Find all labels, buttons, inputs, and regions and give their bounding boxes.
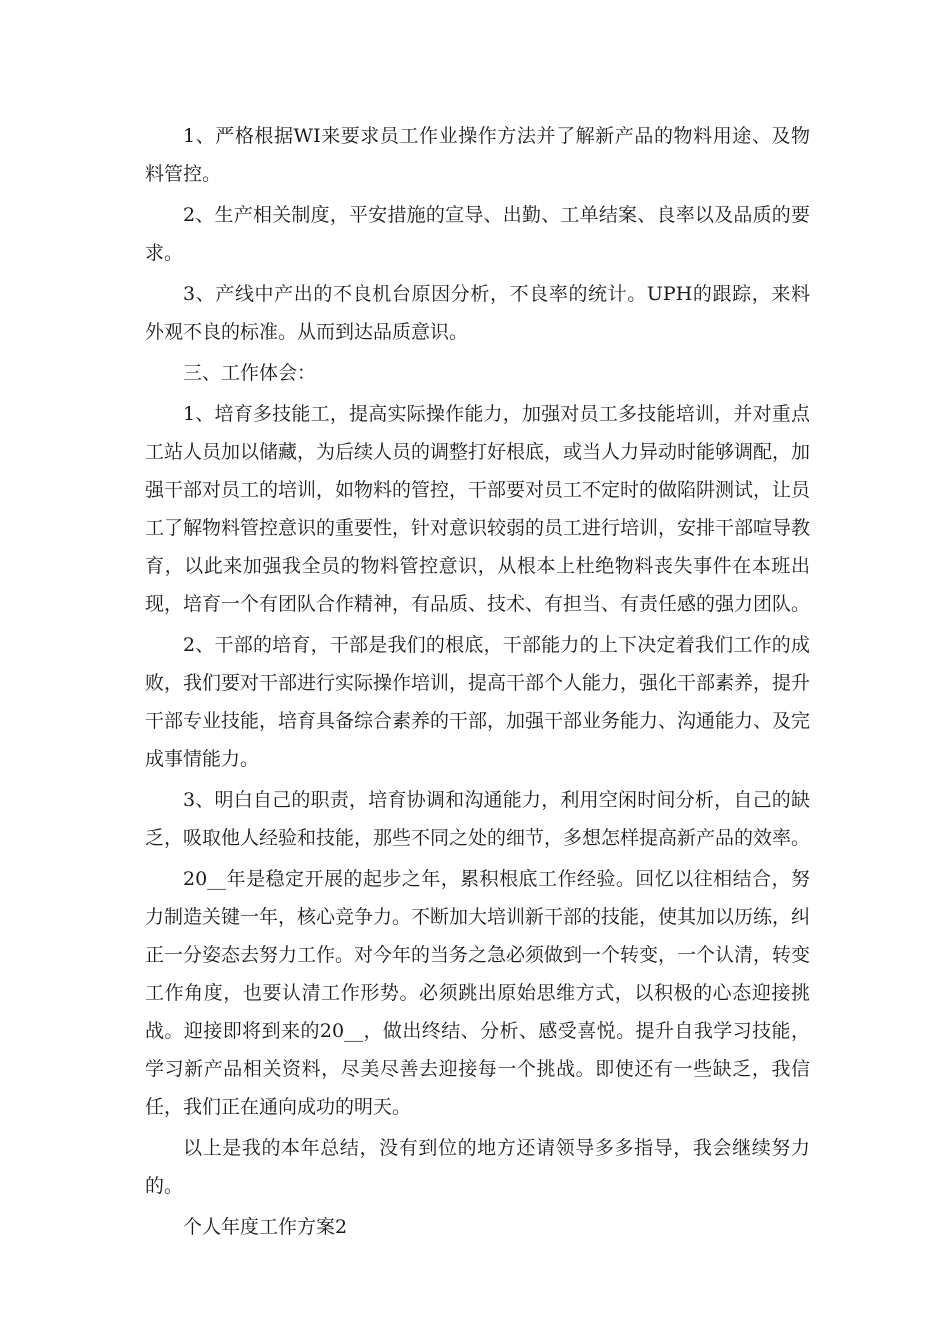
paragraph-experience-2: 2、干部的培育，干部是我们的根底，干部能力的上下决定着我们工作的成败，我们要对干部进行实际操作培训，提高干部个人能力，强化干部素养，提升干部专业技能，培育具备综合素养的干部，加强干部业务能力、沟通能力、及完成事情能力。	[145, 634, 811, 770]
paragraph-year-outlook: 20__年是稳定开展的起步之年，累积根底工作经验。回忆以往相结合，努力制造关键一年，核心竞争力。不断加大培训新干部的技能，使其加以历练，纠正一分姿态去努力工作。对今年的当务之急必须做到一个转变，一个认清，转变工作角度，也要认清工作形势。必须跳出原始思维方式，以积极的心态迎接挑战。迎接即将到来的20__，做出终结、分析、感受喜悦。提升自我学习技能，学习新产品相关资料，尽美尽善去迎接每一个挑战。即使还有一些缺乏，我信任，我们正在通向成功的明天。	[145, 868, 811, 1118]
paragraph-item-2: 2、生产相关制度，平安措施的宣导、出勤、工单结案、良率以及品质的要求。	[145, 204, 810, 264]
section-heading-work-experience: 三、工作体会：	[183, 362, 317, 384]
next-section-title: 个人年度工作方案2	[183, 1216, 348, 1238]
paragraph-experience-1: 1、培育多技能工，提高实际操作能力，加强对员工多技能培训，并对重点工站人员加以储藏，为后续人员的调整打好根底，或当人力异动时能够调配，加强干部对员工的培训，如物料的管控，干部要对员工不定时的做陷阱测试，让员工了解物料管控意识的重要性，针对意识较弱的员工进行培训，安排干部喧导教育，以此来加强我全员的物料管控意识，从根本上杜绝物料丧失事件在本班出现，培育一个有团队合作精神，有品质、技术、有担当、有责任感的强力团队。	[145, 403, 811, 615]
paragraph-item-3: 3、产线中产出的不良机台原因分析，不良率的统计。UPH的跟踪，来料外观不良的标准。从而到达品质意识。	[145, 283, 810, 343]
paragraph-experience-3: 3、明白自己的职责，培育协调和沟通能力，利用空闲时间分析，自己的缺乏，吸取他人经验和技能，那些不同之处的细节，多想怎样提高新产品的效率。	[145, 789, 811, 849]
paragraph-closing: 以上是我的本年总结，没有到位的地方还请领导多多指导，我会继续努力的。	[145, 1137, 810, 1197]
document-body	[145, 117, 810, 1249]
paragraph-item-1: 1、严格根据WI来要求员工作业操作方法并了解新产品的物料用途、及物料管控。	[145, 125, 810, 185]
